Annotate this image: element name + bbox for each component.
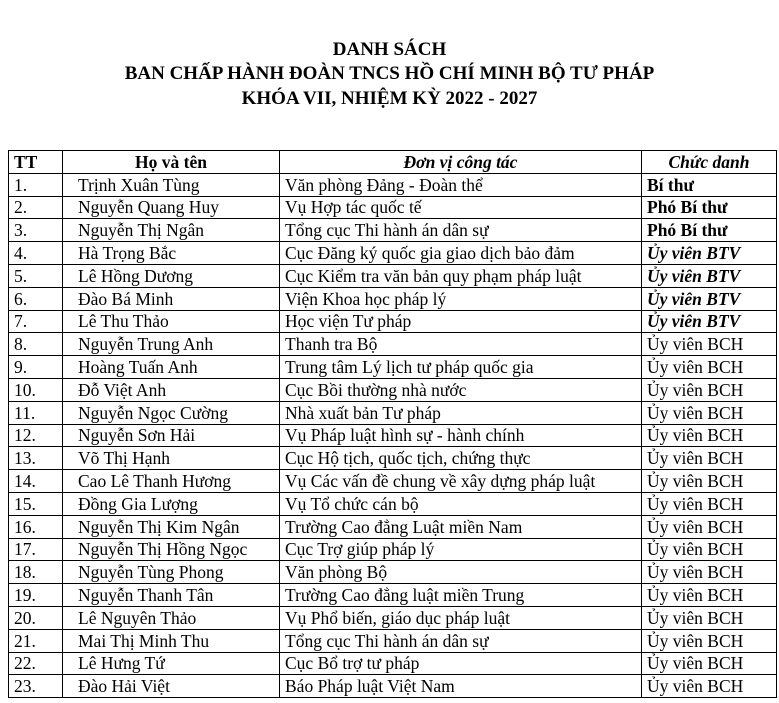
row-number: 9.: [9, 356, 63, 379]
member-position: Ủy viên BCH: [642, 424, 777, 447]
member-unit: Cục Trợ giúp pháp lý: [280, 538, 642, 561]
table-row: [9, 675, 777, 698]
row-number: 7.: [9, 310, 63, 333]
row-number: 12.: [9, 424, 63, 447]
row-number: 15.: [9, 492, 63, 515]
member-position: Ủy viên BTV: [642, 310, 777, 333]
row-number: 13.: [9, 447, 63, 470]
member-unit: Trường Cao đẳng Luật miền Nam: [280, 515, 642, 538]
member-name: Lê Hồng Dương: [63, 264, 280, 287]
member-unit: Thanh tra Bộ: [280, 333, 642, 356]
member-position: Ủy viên BCH: [642, 629, 777, 652]
member-position: Ủy viên BCH: [642, 584, 777, 607]
table-row: [9, 242, 777, 265]
row-number: 11.: [9, 401, 63, 424]
member-name: Đỗ Việt Anh: [63, 378, 280, 401]
member-name: Hoàng Tuấn Anh: [63, 356, 280, 379]
row-number: 14.: [9, 470, 63, 493]
table-row: [9, 287, 777, 310]
member-name: Đào Hải Việt: [63, 675, 280, 698]
row-number: 6.: [9, 287, 63, 310]
member-position: Ủy viên BTV: [642, 264, 777, 287]
member-name: Nguyễn Tùng Phong: [63, 561, 280, 584]
row-number: 18.: [9, 561, 63, 584]
header-unit: Đơn vị công tác: [280, 151, 642, 174]
members-table: [8, 150, 777, 698]
member-position: Ủy viên BCH: [642, 401, 777, 424]
member-unit: Trung tâm Lý lịch tư pháp quốc gia: [280, 356, 642, 379]
row-number: 16.: [9, 515, 63, 538]
member-name: Nguyễn Thị Kim Ngân: [63, 515, 280, 538]
member-position: Ủy viên BTV: [642, 287, 777, 310]
member-name: Cao Lê Thanh Hương: [63, 470, 280, 493]
document-subtitle: BAN CHẤP HÀNH ĐOÀN TNCS HỒ CHÍ MINH BỘ TƯ PHÁP: [124, 63, 655, 84]
member-unit: Tổng cục Thi hành án dân sự: [280, 219, 642, 242]
member-unit: Cục Hộ tịch, quốc tịch, chứng thực: [280, 447, 642, 470]
member-unit: Cục Bồi thường nhà nước: [280, 378, 642, 401]
member-position: Ủy viên BCH: [642, 606, 777, 629]
member-position: Ủy viên BCH: [642, 561, 777, 584]
member-position: Ủy viên BCH: [642, 447, 777, 470]
member-name: Mai Thị Minh Thu: [63, 629, 280, 652]
table-body: [9, 173, 777, 697]
member-unit: Cục Kiểm tra văn bản quy phạm pháp luật: [280, 264, 642, 287]
member-name: Hà Trọng Bắc: [63, 242, 280, 265]
member-unit: Cục Bổ trợ tư pháp: [280, 652, 642, 675]
document-term: KHÓA VII, NHIỆM KỲ 2022 - 2027: [241, 88, 538, 109]
member-position: Ủy viên BCH: [642, 356, 777, 379]
row-number: 17.: [9, 538, 63, 561]
table-header-row: [9, 151, 777, 174]
table-row: [9, 584, 777, 607]
member-name: Nguyễn Quang Huy: [63, 196, 280, 219]
member-position: Ủy viên BCH: [642, 538, 777, 561]
member-name: Nguyễn Thanh Tân: [63, 584, 280, 607]
member-position: Ủy viên BCH: [642, 652, 777, 675]
member-position: Ủy viên BCH: [642, 378, 777, 401]
table-row: [9, 219, 777, 242]
header-position: Chức danh: [642, 151, 777, 174]
row-number: 21.: [9, 629, 63, 652]
header-name: Họ và tên: [63, 151, 280, 174]
table-row: [9, 470, 777, 493]
member-unit: Vụ Phổ biến, giáo dục pháp luật: [280, 606, 642, 629]
member-unit: Học viện Tư pháp: [280, 310, 642, 333]
member-unit: Vụ Tổ chức cán bộ: [280, 492, 642, 515]
table-row: [9, 333, 777, 356]
member-name: Lê Thu Thảo: [63, 310, 280, 333]
table-row: [9, 538, 777, 561]
member-position: Ủy viên BCH: [642, 492, 777, 515]
table-row: [9, 629, 777, 652]
table-row: [9, 561, 777, 584]
table-row: [9, 401, 777, 424]
member-name: Đào Bá Minh: [63, 287, 280, 310]
table-row: [9, 492, 777, 515]
member-unit: Báo Pháp luật Việt Nam: [280, 675, 642, 698]
document-title: DANH SÁCH: [332, 39, 447, 60]
member-position: Ủy viên BCH: [642, 470, 777, 493]
member-position: Phó Bí thư: [642, 196, 777, 219]
table-row: [9, 196, 777, 219]
row-number: 23.: [9, 675, 63, 698]
member-unit: Văn phòng Đảng - Đoàn thể: [280, 173, 642, 196]
table-row: [9, 173, 777, 196]
table-row: [9, 447, 777, 470]
row-number: 22.: [9, 652, 63, 675]
member-position: Phó Bí thư: [642, 219, 777, 242]
member-unit: Trường Cao đẳng luật miền Trung: [280, 584, 642, 607]
member-unit: Văn phòng Bộ: [280, 561, 642, 584]
member-name: Trịnh Xuân Tùng: [63, 173, 280, 196]
member-name: Võ Thị Hạnh: [63, 447, 280, 470]
row-number: 20.: [9, 606, 63, 629]
member-unit: Tổng cục Thi hành án dân sự: [280, 629, 642, 652]
member-unit: Nhà xuất bản Tư pháp: [280, 401, 642, 424]
member-name: Đồng Gia Lượng: [63, 492, 280, 515]
member-name: Nguyễn Ngọc Cường: [63, 401, 280, 424]
member-unit: Vụ Các vấn đề chung về xây dựng pháp luật: [280, 470, 642, 493]
row-number: 8.: [9, 333, 63, 356]
member-unit: Viện Khoa học pháp lý: [280, 287, 642, 310]
member-position: Bí thư: [642, 173, 777, 196]
member-position: Ủy viên BCH: [642, 333, 777, 356]
member-position: Ủy viên BCH: [642, 675, 777, 698]
table-row: [9, 515, 777, 538]
member-name: Lê Hưng Tứ: [63, 652, 280, 675]
table-row: [9, 424, 777, 447]
member-unit: Vụ Hợp tác quốc tế: [280, 196, 642, 219]
table-row: [9, 378, 777, 401]
row-number: 10.: [9, 378, 63, 401]
member-unit: Cục Đăng ký quốc gia giao dịch bảo đảm: [280, 242, 642, 265]
table-row: [9, 264, 777, 287]
table-row: [9, 356, 777, 379]
member-name: Nguyễn Thị Hồng Ngọc: [63, 538, 280, 561]
member-name: Nguyễn Sơn Hải: [63, 424, 280, 447]
row-number: 19.: [9, 584, 63, 607]
member-name: Lê Nguyên Thảo: [63, 606, 280, 629]
row-number: 2.: [9, 196, 63, 219]
member-position: Ủy viên BCH: [642, 515, 777, 538]
row-number: 1.: [9, 173, 63, 196]
table-row: [9, 310, 777, 333]
member-unit: Vụ Pháp luật hình sự - hành chính: [280, 424, 642, 447]
header-tt: TT: [9, 151, 63, 174]
row-number: 5.: [9, 264, 63, 287]
row-number: 4.: [9, 242, 63, 265]
member-name: Nguyễn Trung Anh: [63, 333, 280, 356]
table-row: [9, 606, 777, 629]
member-name: Nguyễn Thị Ngân: [63, 219, 280, 242]
member-position: Ủy viên BTV: [642, 242, 777, 265]
row-number: 3.: [9, 219, 63, 242]
table-row: [9, 652, 777, 675]
